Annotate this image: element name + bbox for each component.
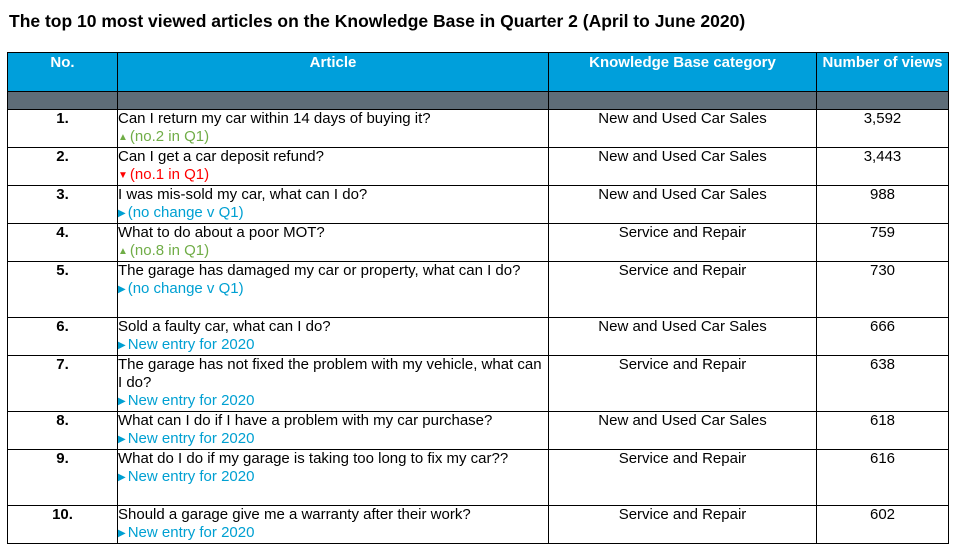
triangle-right-icon: ▶ <box>118 284 126 295</box>
article-cell <box>118 412 549 450</box>
row-number: 7. <box>8 356 118 412</box>
article-cell <box>118 506 549 544</box>
row-number: 1. <box>8 110 118 148</box>
table-row <box>8 262 949 318</box>
rank-change <box>118 242 548 261</box>
rank-change <box>118 524 548 543</box>
views-cell: 988 <box>817 186 949 224</box>
article-title: I was mis-sold my car, what can I do? <box>118 186 368 203</box>
article-cell <box>118 224 549 262</box>
table-row <box>8 148 949 186</box>
rank-change-text: New entry for 2020 <box>127 468 255 485</box>
rank-change <box>118 468 548 487</box>
row-number: 6. <box>8 318 118 356</box>
category-cell: New and Used Car Sales <box>549 110 817 148</box>
table-row <box>8 186 949 224</box>
spacer-cell <box>8 92 118 110</box>
article-title: The garage has not fixed the problem with my vehicle, what can I do? <box>118 356 542 391</box>
views-cell: 730 <box>817 262 949 318</box>
table-row <box>8 224 949 262</box>
top-articles-table <box>7 52 949 544</box>
rank-change <box>118 336 548 355</box>
rank-change-text: New entry for 2020 <box>127 430 255 447</box>
views-cell: 602 <box>817 506 949 544</box>
article-cell <box>118 356 549 412</box>
article-title: Sold a faulty car, what can I do? <box>118 318 331 335</box>
header-category: Knowledge Base category <box>549 53 817 92</box>
table-row <box>8 506 949 544</box>
rank-change-text: (no.8 in Q1) <box>129 242 210 259</box>
rank-change-text: (no.2 in Q1) <box>129 128 210 145</box>
rank-change <box>118 392 548 411</box>
category-cell: New and Used Car Sales <box>549 148 817 186</box>
category-cell: New and Used Car Sales <box>549 318 817 356</box>
triangle-right-icon: ▶ <box>118 528 126 539</box>
rank-change-text: (no.1 in Q1) <box>129 166 210 183</box>
article-title: The garage has damaged my car or property, what can I do? <box>118 262 521 279</box>
table-row <box>8 110 949 148</box>
article-title: What can I do if I have a problem with my car purchase? <box>118 412 493 429</box>
article-title: Can I get a car deposit refund? <box>118 148 324 165</box>
views-cell: 616 <box>817 450 949 506</box>
triangle-up-icon: ▲ <box>118 246 128 257</box>
row-number: 4. <box>8 224 118 262</box>
header-article: Article <box>118 53 549 92</box>
category-cell: New and Used Car Sales <box>549 412 817 450</box>
category-cell: Service and Repair <box>549 450 817 506</box>
row-number: 8. <box>8 412 118 450</box>
triangle-right-icon: ▶ <box>118 208 126 219</box>
header-row <box>8 53 949 92</box>
article-cell <box>118 110 549 148</box>
rank-change <box>118 280 548 299</box>
category-cell: Service and Repair <box>549 224 817 262</box>
views-cell: 666 <box>817 318 949 356</box>
article-cell <box>118 148 549 186</box>
spacer-row <box>8 92 949 110</box>
article-cell <box>118 318 549 356</box>
rank-change-text: New entry for 2020 <box>127 524 255 541</box>
article-title: What to do about a poor MOT? <box>118 224 325 241</box>
article-cell <box>118 186 549 224</box>
views-cell: 3,592 <box>817 110 949 148</box>
rank-change <box>118 430 548 449</box>
page-title: The top 10 most viewed articles on the Knowledge Base in Quarter 2 (April to June 2020) <box>9 11 746 31</box>
triangle-up-icon: ▲ <box>118 132 128 143</box>
triangle-right-icon: ▶ <box>118 396 126 407</box>
views-cell: 759 <box>817 224 949 262</box>
row-number: 5. <box>8 262 118 318</box>
table-row <box>8 412 949 450</box>
spacer-cell <box>817 92 949 110</box>
views-cell: 618 <box>817 412 949 450</box>
triangle-right-icon: ▶ <box>118 434 126 445</box>
triangle-down-icon: ▼ <box>118 170 128 181</box>
category-cell: New and Used Car Sales <box>549 186 817 224</box>
spacer-cell <box>549 92 817 110</box>
article-cell <box>118 262 549 318</box>
rank-change-text: (no change v Q1) <box>127 280 244 297</box>
rank-change <box>118 128 548 147</box>
rank-change-text: (no change v Q1) <box>127 204 244 221</box>
rank-change-text: New entry for 2020 <box>127 336 255 353</box>
header-views: Number of views <box>817 53 949 92</box>
article-title: Should a garage give me a warranty after their work? <box>118 506 471 523</box>
triangle-right-icon: ▶ <box>118 340 126 351</box>
rank-change-text: New entry for 2020 <box>127 392 255 409</box>
triangle-right-icon: ▶ <box>118 472 126 483</box>
row-number: 3. <box>8 186 118 224</box>
spacer-cell <box>118 92 549 110</box>
views-cell: 638 <box>817 356 949 412</box>
table-row <box>8 450 949 506</box>
row-number: 10. <box>8 506 118 544</box>
category-cell: Service and Repair <box>549 506 817 544</box>
row-number: 9. <box>8 450 118 506</box>
category-cell: Service and Repair <box>549 262 817 318</box>
article-title: Can I return my car within 14 days of buying it? <box>118 110 431 127</box>
header-no: No. <box>8 53 118 92</box>
rank-change <box>118 204 548 223</box>
row-number: 2. <box>8 148 118 186</box>
views-cell: 3,443 <box>817 148 949 186</box>
table-row <box>8 356 949 412</box>
article-title: What do I do if my garage is taking too long to fix my car?? <box>118 450 509 467</box>
table-row <box>8 318 949 356</box>
category-cell: Service and Repair <box>549 356 817 412</box>
rank-change <box>118 166 548 185</box>
article-cell <box>118 450 549 506</box>
